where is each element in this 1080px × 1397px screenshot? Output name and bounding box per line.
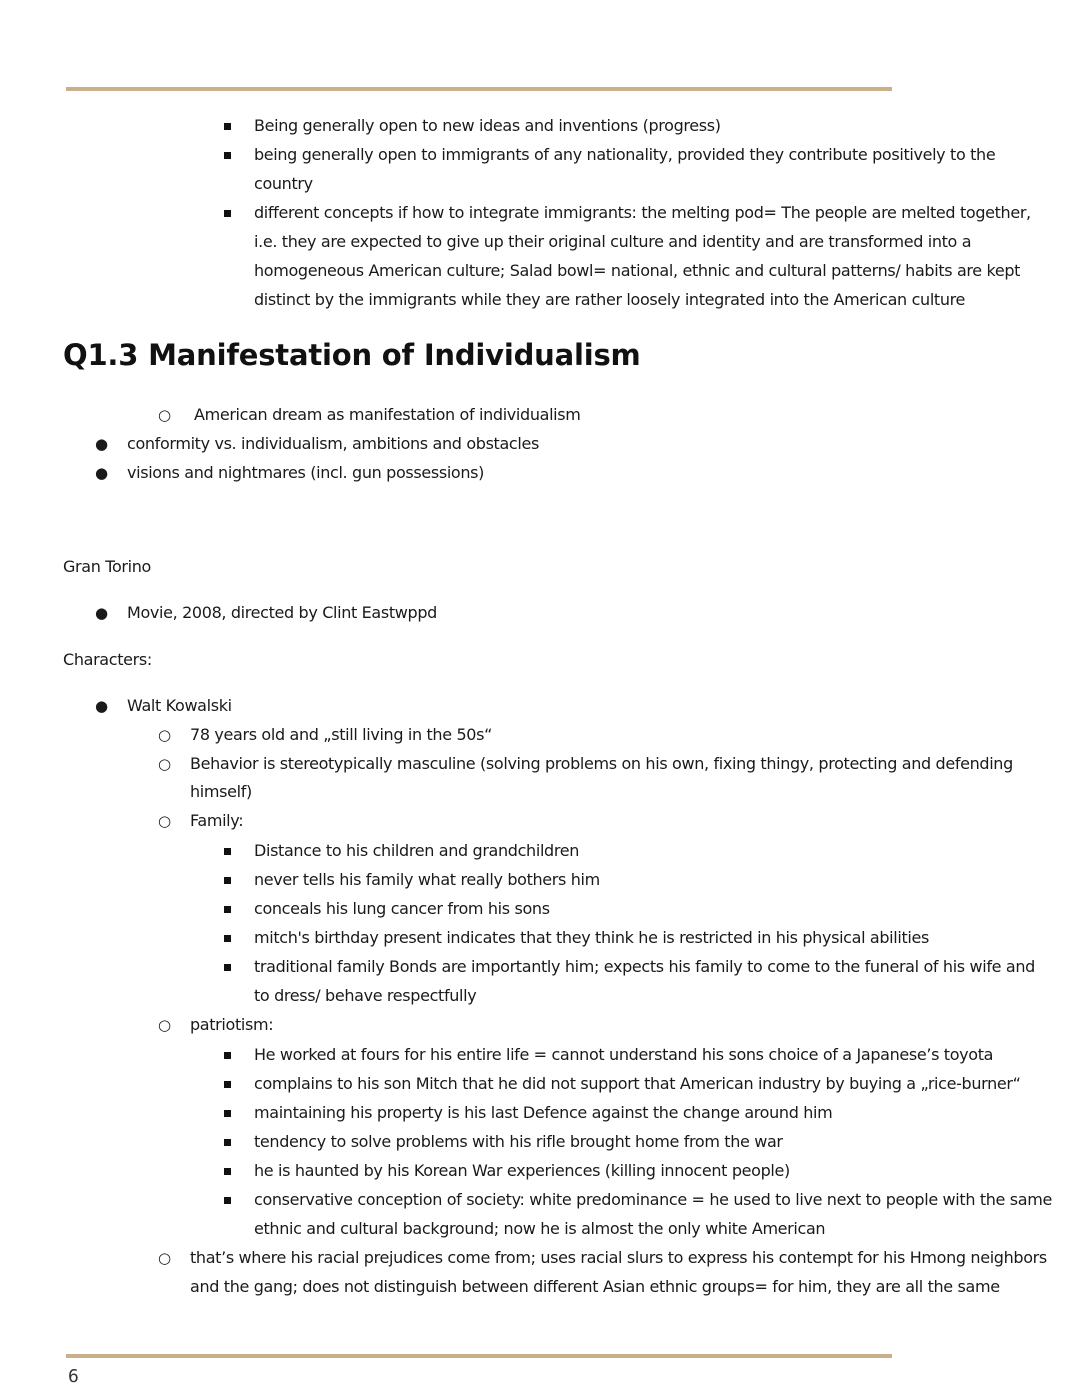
family-item: mitch's birthday present indicates that they think he is restricted in his physical abilities xyxy=(254,928,929,947)
topic-conformity: conformity vs. individualism, ambitions and obstacles xyxy=(127,434,539,453)
square-bullet-icon xyxy=(224,964,231,971)
family-item-cont: to dress/ behave respectfully xyxy=(254,986,477,1005)
intro-bullet-3-cont: distinct by the immigrants while they are rather loosely integrated into the American culture xyxy=(254,290,965,309)
patriotism-label: patriotism: xyxy=(190,1015,274,1034)
intro-bullet-1: Being generally open to new ideas and inventions (progress) xyxy=(254,116,721,135)
character-age: 78 years old and „still living in the 50s“ xyxy=(190,725,493,744)
intro-bullet-2: being generally open to immigrants of any nationality, provided they contribute positively to the xyxy=(254,145,996,164)
patriotism-item: He worked at fours for his entire life = cannot understand his sons choice of a Japanese’s toyota xyxy=(254,1045,994,1064)
square-bullet-icon xyxy=(224,935,231,942)
circle-bullet-icon: ○ xyxy=(158,406,172,424)
square-bullet-icon xyxy=(224,1139,231,1146)
patriotism-item: tendency to solve problems with his rifle brought home from the war xyxy=(254,1132,783,1151)
bottom-rule xyxy=(66,1354,892,1358)
patriotism-item: maintaining his property is his last Defence against the change around him xyxy=(254,1103,833,1122)
patriotism-item-cont: ethnic and cultural background; now he is almost the only white American xyxy=(254,1219,826,1238)
intro-bullet-2-cont: country xyxy=(254,174,313,193)
circle-bullet-icon: ○ xyxy=(158,726,172,744)
circle-bullet-icon: ○ xyxy=(158,812,172,830)
prejudice-item-cont: and the gang; does not distinguish between different Asian ethnic groups= for him, they are all the same xyxy=(190,1277,1000,1296)
character-behavior: Behavior is stereotypically masculine (solving problems on his own, fixing thingy, protecting and defending xyxy=(190,754,1013,773)
square-bullet-icon xyxy=(224,877,231,884)
characters-label: Characters: xyxy=(63,650,152,669)
character-behavior-cont: himself) xyxy=(190,782,252,801)
dot-bullet-icon: ● xyxy=(95,697,109,715)
character-name: Walt Kowalski xyxy=(127,696,232,715)
film-title: Gran Torino xyxy=(63,557,151,576)
circle-bullet-icon: ○ xyxy=(158,1016,172,1034)
circle-bullet-icon: ○ xyxy=(158,755,172,773)
topic-american-dream: American dream as manifestation of individualism xyxy=(194,405,581,424)
dot-bullet-icon: ● xyxy=(95,604,109,622)
family-item: conceals his lung cancer from his sons xyxy=(254,899,550,918)
square-bullet-icon xyxy=(224,1197,231,1204)
intro-bullet-3-cont: homogeneous American culture; Salad bowl= national, ethnic and cultural patterns/ habits are kept xyxy=(254,261,1021,280)
square-bullet-icon xyxy=(224,123,231,130)
page-number: 6 xyxy=(68,1366,79,1387)
intro-bullet-3: different concepts if how to integrate immigrants: the melting pod= The people are melted together, xyxy=(254,203,1031,222)
patriotism-item: complains to his son Mitch that he did not support that American industry by buying a „rice-burner“ xyxy=(254,1074,1021,1093)
topic-visions: visions and nightmares (incl. gun possessions) xyxy=(127,463,485,482)
square-bullet-icon xyxy=(224,1081,231,1088)
patriotism-item: he is haunted by his Korean War experiences (killing innocent people) xyxy=(254,1161,790,1180)
dot-bullet-icon: ● xyxy=(95,435,109,453)
square-bullet-icon xyxy=(224,1168,231,1175)
square-bullet-icon xyxy=(224,848,231,855)
square-bullet-icon xyxy=(224,152,231,159)
circle-bullet-icon: ○ xyxy=(158,1249,172,1267)
section-heading: Q1.3 Manifestation of Individualism xyxy=(63,338,641,372)
patriotism-item: conservative conception of society: white predominance = he used to live next to people with the same xyxy=(254,1190,1052,1209)
square-bullet-icon xyxy=(224,906,231,913)
family-item: never tells his family what really bothers him xyxy=(254,870,600,889)
square-bullet-icon xyxy=(224,1052,231,1059)
family-item: Distance to his children and grandchildren xyxy=(254,841,580,860)
dot-bullet-icon: ● xyxy=(95,464,109,482)
prejudice-item: that’s where his racial prejudices come from; uses racial slurs to express his contempt for his Hmong neighbors xyxy=(190,1248,1047,1267)
family-label: Family: xyxy=(190,811,244,830)
square-bullet-icon xyxy=(224,1110,231,1117)
intro-bullet-3-cont: i.e. they are expected to give up their original culture and identity and are transformed into a xyxy=(254,232,972,251)
film-info: Movie, 2008, directed by Clint Eastwppd xyxy=(127,603,437,622)
square-bullet-icon xyxy=(224,210,231,217)
top-rule xyxy=(66,87,892,91)
family-item: traditional family Bonds are importantly him; expects his family to come to the funeral of his wife and xyxy=(254,957,1035,976)
